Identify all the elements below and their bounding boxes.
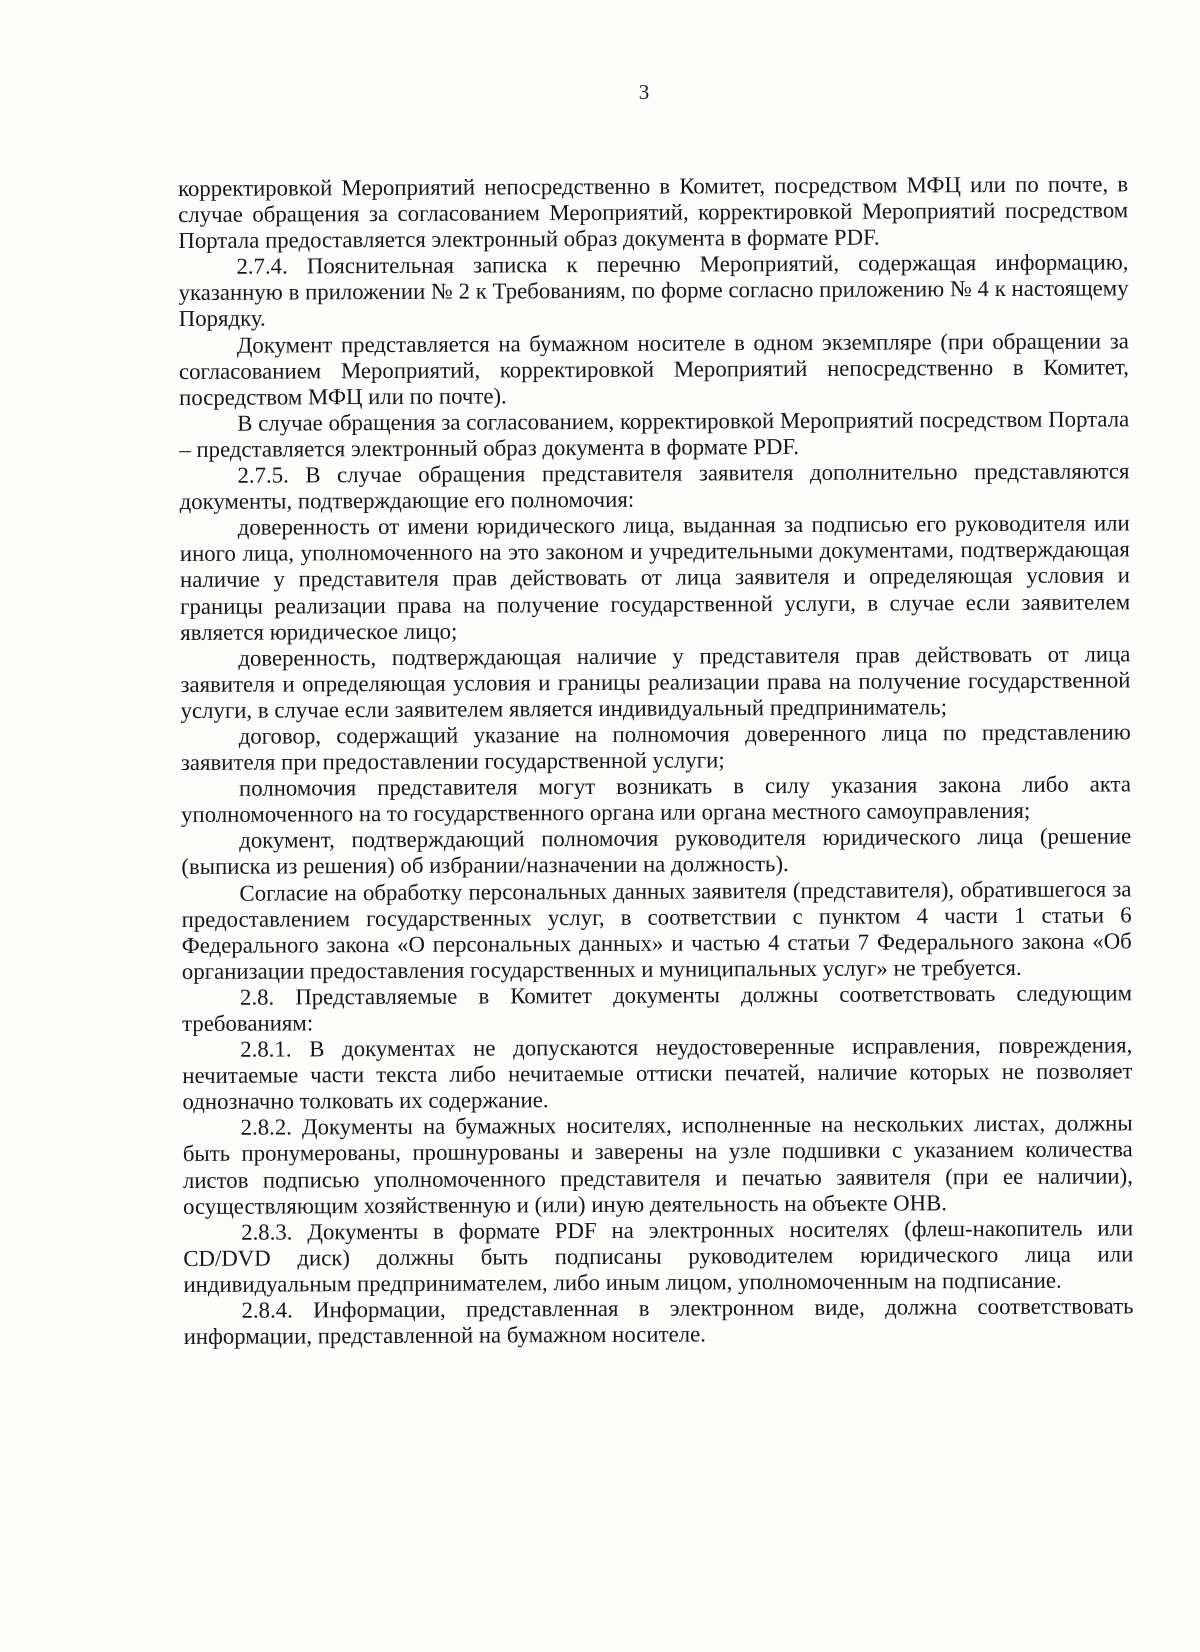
paragraph-personal-data-consent: Согласие на обработку персональных данных заявителя (представителя), обратившегося за предоставлением государственных услуг, в соответствии с пунктом 4 части 1 статьи 6 Федерального закона «О персональных данных» и частью 4 статьи 7 Федерального закона «Об организации предоставления государственных и муниципальных услуг» не требуется. — [181, 875, 1132, 984]
paragraph-portal-pdf: В случае обращения за согласованием, корректировкой Мероприятий посредством Портала – представляется электронный образ документа в формате PDF. — [179, 406, 1130, 462]
paragraph-2-8-1: 2.8.1. В документах не допускаются неудостоверенные исправления, повреждения, нечитаемые части текста либо нечитаемые оттиски печатей, наличие которых не позволяет однозначно толковать их содержание. — [182, 1032, 1133, 1115]
page-number: 3 — [638, 80, 650, 104]
paragraph-2-8-4: 2.8.4. Информации, представленная в электронном виде, должна соответствовать информации, представленной на бумажном носителе. — [183, 1293, 1134, 1350]
paragraph-continuation: корректировкой Мероприятий непосредственно в Комитет, посредством МФЦ или по почте, в случае обращения за согласованием Мероприятий, корректировкой Мероприятий посредством Портала предоставляется электронный образ документа в формате PDF. — [178, 171, 1129, 254]
paragraph-authority-by-law: полномочия представителя могут возникать в силу указания закона либо акта уполномоченного на то государственного органа или органа местного самоуправления; — [181, 771, 1132, 828]
paragraph-head-appointment: документ, подтверждающий полномочия руководителя юридического лица (решение (выписка из решения) об избрании/назначении на должность). — [181, 823, 1132, 880]
paragraph-2-8-2: 2.8.2. Документы на бумажных носителях, исполненные на нескольких листах, должны быть пронумерованы, прошнурованы и заверены на узле подшивки с указанием количества листов подписью уполномоченного представителя и печатью заявителя (при ее наличии), осуществляющим хозяйственную и (или) иную деятельность на объекте ОНВ. — [182, 1110, 1133, 1219]
paragraph-2-7-5: 2.7.5. В случае обращения представителя заявителя дополнительно представляются документы, подтверждающие его полномочия: — [179, 458, 1130, 515]
document-body — [178, 171, 1134, 1350]
paragraph-2-8-3: 2.8.3. Документы в формате PDF на электронных носителях (флеш-накопитель или CD/DVD диск) должны быть подписаны руководителем юридического лица или индивидуальным предпринимателем, либо иным лицом, уполномоченным на подписание. — [183, 1215, 1134, 1297]
paragraph-2-8: 2.8. Представляемые в Комитет документы должны соответствовать следующим требованиям: — [182, 980, 1133, 1036]
paragraph-2-7-4: 2.7.4. Пояснительная записка к перечню Мероприятий, содержащая информацию, указанную в приложении № 2 к Требованиям, по форме согласно приложению № 4 к настоящему Порядку. — [178, 249, 1129, 332]
paragraph-contract: договор, содержащий указание на полномочия доверенного лица по представлению заявителя при предоставлении государственной услуги; — [180, 719, 1131, 776]
paragraph-entrepreneur-power-of-attorney: доверенность, подтверждающая наличие у представителя прав действовать от лица заявителя и определяющая условия и границы реализации права на получение государственной услуги, в случае если заявителем является индивидуальный предприниматель; — [180, 641, 1131, 723]
paragraph-document-paper: Документ представляется на бумажном носителе в одном экземпляре (при обращении за согласованием Мероприятий, корректировкой Мероприятий непосредственно в Комитет, посредством МФЦ или по почте). — [178, 327, 1130, 410]
paragraph-legal-entity-power-of-attorney: доверенность от имени юридического лица, выданная за подписью его руководителя или иного лица, уполномоченного на это законом и учредительными документами, подтверждающая наличие у представителя прав действовать от лица заявителя и определяющая условия и границы реализации права на получение государственной услуги, в случае если заявителем является юридическое лицо; — [179, 510, 1131, 645]
